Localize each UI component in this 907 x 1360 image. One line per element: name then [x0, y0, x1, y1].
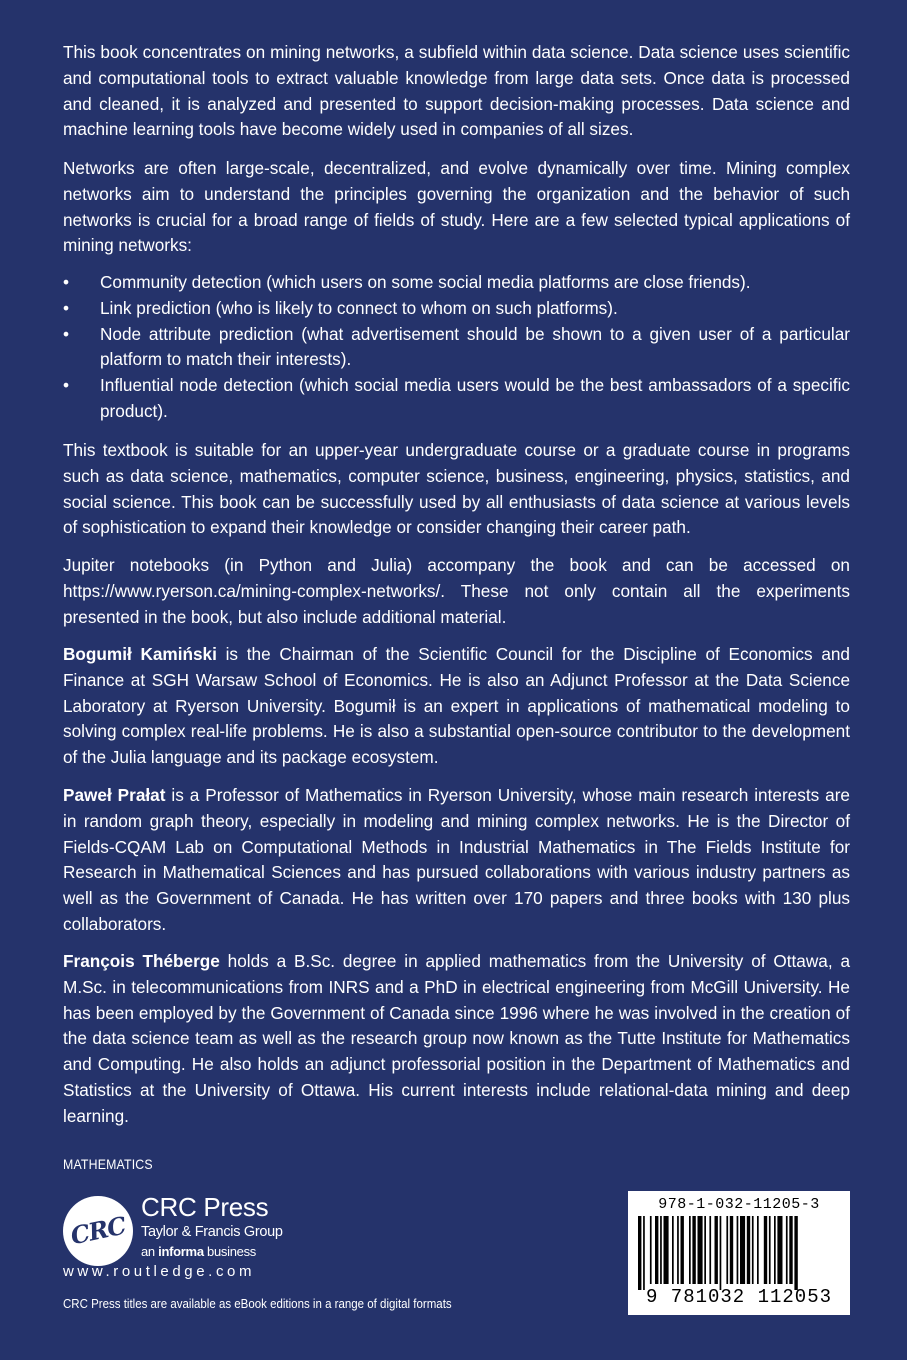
bullet-icon: • — [63, 297, 70, 318]
ebook-note: CRC Press titles are available as eBook editions in a range of digital formats — [63, 1297, 452, 1311]
publisher-business: an informa business — [141, 1244, 256, 1259]
barcode-bar — [689, 1216, 691, 1284]
networks-paragraph: Networks are often large-scale, decentralized, and evolve dynamically over time. Mining complex networks aim to understand the principles governing the organization and the behavior of such networks is crucial for a broad range of fields of study. Here are a few selected typical applications of mining networks: — [63, 158, 850, 256]
intro-paragraph: This book concentrates on mining networks, a subfield within data science. Data science uses scientific and computational tools to extract valuable knowledge from large data sets. Once data is processed and cleaned, it is analyzed and presented to support decision-making processes. Data science and machine learning tools have become widely used in companies of all sizes. — [63, 42, 850, 140]
author-bio-theberge: François Théberge holds a B.Sc. degree in applied mathematics from the University of Ottawa, a M.Sc. in telecommunications from INRS and a PhD in electrical engineering from McGill University. He has been employed by the Government of Canada since 1996 where he was involved in the creation of the data science team as well as the research group now known as the Tutte Institute for Mathematics and Computing. He also holds an adjunct professorial position in the Department of Mathematics and Statistics at the University of Ottawa. His current interests include relational-data mining and deep learning. — [63, 951, 850, 1126]
applications-list — [63, 270, 850, 425]
publisher-block — [63, 1192, 463, 1272]
bullet-icon: • — [63, 375, 70, 396]
author-name: François Théberge — [63, 951, 220, 971]
author-bio-pralat: Paweł Prałat is a Professor of Mathematics in Ryerson University, whose main research interests are in random graph theory, especially in modeling and mining complex networks. He is the Director of Fields-CQAM Lab on Computational Methods in Industrial Mathematics in The Fields Institute for Research in Mathematical Sciences and has pursued collaborations with various industry partners as well as the Government of Canada. He has written over 170 papers and three books with 130 plus collaborators. — [63, 785, 850, 934]
barcode-bar — [740, 1216, 745, 1284]
notebooks-paragraph: Jupiter notebooks (in Python and Julia) accompany the book and can be accessed on https://www.ryerson.ca/mining-complex-networks/. These not only contain all the experiments presented in the book, but also include additional material. — [63, 555, 850, 627]
barcode-bar — [769, 1216, 771, 1284]
barcode-bar — [704, 1216, 706, 1284]
barcode-digits: 9 781032 112053 — [645, 1286, 833, 1308]
isbn-number: 978-1-032-11205-3 — [658, 1196, 820, 1213]
barcode-bar — [660, 1216, 662, 1284]
list-item: • Community detection (which users on some social media platforms are close friends). — [63, 270, 850, 296]
barcode-bars — [638, 1216, 840, 1290]
barcode-bar — [752, 1216, 754, 1284]
publisher-name: CRC Press — [141, 1192, 269, 1222]
barcode-bar — [747, 1216, 750, 1284]
barcode-bar — [709, 1216, 711, 1284]
publisher-website: www.routledge.com — [63, 1263, 256, 1280]
barcode-bar — [650, 1216, 652, 1284]
barcode-bar — [786, 1216, 788, 1284]
barcode-bar — [789, 1216, 792, 1284]
bullet-icon: • — [63, 323, 70, 344]
barcode-bar — [737, 1216, 739, 1284]
list-item: • Influential node detection (which social media users would be the best ambassadors of a specific product). — [63, 375, 850, 421]
barcode-bar — [764, 1216, 767, 1284]
barcode-bar — [681, 1216, 684, 1284]
barcode-bar — [774, 1216, 776, 1284]
barcode-bar — [720, 1216, 722, 1290]
barcode-bar — [677, 1216, 679, 1284]
publisher-group: Taylor & Francis Group — [141, 1224, 283, 1240]
barcode-bar — [643, 1216, 645, 1290]
barcode-bar — [672, 1216, 674, 1284]
barcode-bar — [655, 1216, 658, 1284]
barcode-bar — [726, 1216, 728, 1284]
crc-logo-icon: CRC — [63, 1196, 133, 1266]
list-item: • Node attribute prediction (what advertisement should be shown to a given user of a particular platform to match their interests). — [63, 323, 850, 370]
barcode-bar — [777, 1216, 782, 1284]
barcode-bar — [692, 1216, 695, 1284]
subject-category: MATHEMATICS — [63, 1156, 153, 1172]
barcode-bar — [638, 1216, 641, 1290]
barcode-bar — [664, 1216, 669, 1284]
list-item: • Link prediction (who is likely to connect to whom on such platforms). — [63, 296, 850, 322]
bullet-icon: • — [63, 272, 70, 292]
author-name: Bogumił Kamiński — [63, 644, 217, 664]
barcode-bar — [715, 1216, 718, 1284]
barcode-bar — [794, 1216, 797, 1290]
barcode-bar — [730, 1216, 733, 1284]
isbn-barcode — [628, 1191, 850, 1315]
barcode-bar — [698, 1216, 703, 1284]
audience-paragraph: This textbook is suitable for an upper-year undergraduate course or a graduate course in programs such as data science, mathematics, computer science, business, engineering, physics, statistics, and social science. This book can be successfully used by all enthusiasts of data science at various levels of sophistication to expand their knowledge or consider changing their career path. — [63, 440, 850, 538]
barcode-bar — [757, 1216, 759, 1284]
author-name: Paweł Prałat — [63, 785, 166, 805]
author-bio-kaminski: Bogumił Kamiński is the Chairman of the Scientific Council for the Discipline of Economics and Finance at SGH Warsaw School of Economics. He is also an Adjunct Professor at the Data Science Laboratory at Ryerson University. Bogumił is an expert in applications of mathematical modeling to solving complex real-life problems. He is also a substantial open-source contributor to the development of the Julia language and its package ecosystem. — [63, 644, 850, 768]
